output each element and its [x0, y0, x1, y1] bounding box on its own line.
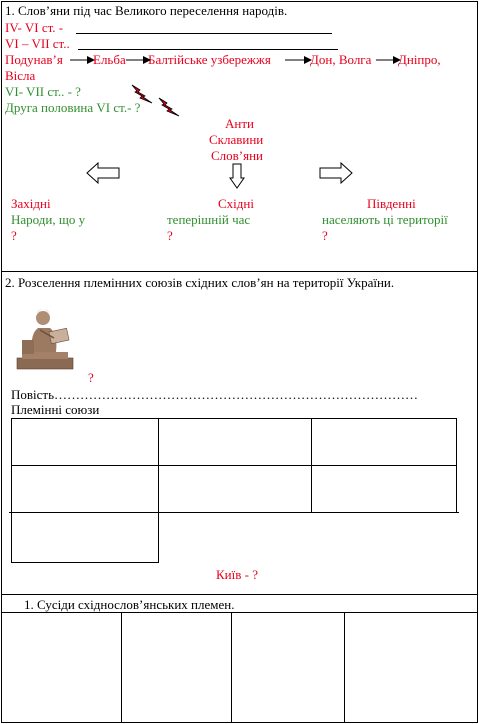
route-start: Подунав’я [5, 52, 63, 67]
column-western-question: ? [11, 228, 17, 243]
section-divider-1 [1, 271, 478, 272]
table-column-divider [231, 612, 232, 723]
section1-title: 1. Слов’яни під час Великого переселення народів. [5, 3, 288, 18]
column-eastern-desc: теперішній час [167, 212, 251, 227]
table-extra-line [9, 512, 459, 513]
lightning-icon [131, 84, 153, 104]
tribal-unions-cell [158, 418, 312, 466]
tribal-unions-cell [11, 418, 159, 466]
kyiv-question: Київ - ? [216, 567, 258, 582]
column-southern-title: Південні [367, 196, 416, 211]
column-western-desc: Народи, що у [11, 212, 86, 227]
tribe-anty: Анти [225, 116, 254, 131]
table-column-divider [121, 612, 122, 723]
table-column-divider [344, 612, 345, 723]
arrow-right-outline-icon [319, 162, 353, 184]
arrow-left-outline-icon [86, 162, 120, 184]
column-western-title: Західні [11, 196, 51, 211]
route-stop-elba: Ельба [93, 52, 126, 67]
question-second-half-vi: Друга половина VI ст.- ? [5, 100, 141, 115]
povist-line: Повість………………………………………………………………………… [11, 387, 419, 402]
arrow-down-outline-icon [229, 163, 245, 189]
column-southern-desc: населяють ці території [322, 212, 448, 227]
question-vi-vii: VI- VII ст.. - ? [5, 84, 81, 99]
column-eastern-question: ? [167, 228, 173, 243]
lightning-icon [158, 97, 180, 117]
tribal-unions-cell [311, 465, 457, 513]
chronicler-statue-image [14, 300, 76, 370]
section-divider-3 [1, 612, 478, 613]
tribe-sklavyny: Склавини [209, 132, 264, 147]
tribal-unions-cell [11, 465, 159, 513]
column-southern-question: ? [322, 228, 328, 243]
period-iv-vi-label: IV- VI ст. - [5, 20, 64, 35]
tribal-unions-cell [158, 465, 312, 513]
route-stop-baltic: Балтійське узбережжя [148, 52, 271, 67]
tribe-slovyany: Слов’яни [211, 148, 264, 163]
tribal-unions-cell [11, 512, 159, 563]
column-eastern-title: Східні [218, 196, 254, 211]
section3-title: 1. Сусіди східнослов’янських племен. [24, 597, 235, 612]
tribal-unions-cell [311, 418, 457, 466]
route-stop-don-volga: Дон, Волга [310, 52, 372, 67]
tribal-unions-label: Племінні союзи [11, 402, 100, 417]
route-stop-dnipro: Дніпро, [398, 52, 441, 67]
section2-title: 2. Розселення племінних союзів східних слов’ян на території України. [5, 275, 395, 290]
period-vi-vii-label: VI – VII ст.. [5, 36, 70, 51]
route-arrows [0, 0, 479, 80]
section-divider-2 [1, 594, 478, 595]
route-tail-visla: Вісла [5, 68, 36, 83]
image-question: ? [88, 370, 94, 385]
